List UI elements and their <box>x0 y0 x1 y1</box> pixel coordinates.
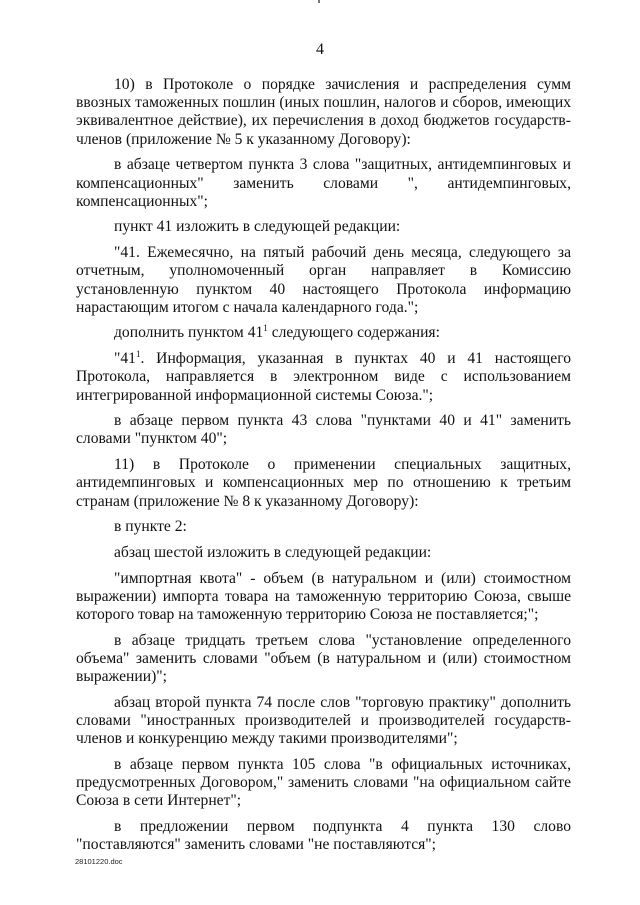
paragraph: в пункте 2: <box>114 518 187 536</box>
paragraph: в абзаце первом пункта 43 слова "пунктами 40 и 41" заменить словами "пунктом 40"; <box>76 412 571 448</box>
text-run: "41 <box>114 350 136 368</box>
paragraph: в абзаце четвертом пункта 3 слова "защитных, антидемпинговых и компенсационных" заменить словами ", антидемпинговых, компенсационных"; <box>76 156 571 210</box>
paragraph: абзац второй пункта 74 после слов "торговую практику" дополнить словами "иностранных производителей и производителей государств-членов и конкуренцию между такими производителями"; <box>76 693 571 748</box>
text-run: дополнить пунктом 41 <box>114 324 264 342</box>
paragraph: в предложении первом подпункта 4 пункта 130 слово "поставляются" заменить словами "не поставляются"; <box>76 818 571 854</box>
paragraph-item-10: 10) в Протоколе о порядке зачисления и распределения сумм ввозных таможенных пошлин (иных пошлин, налогов и сборов, имеющих эквивалентное действие), их перечисления в доход бюджетов государств-членов (приложение № 5 к указанному Договору): <box>76 76 571 148</box>
scan-mark <box>318 0 320 3</box>
paragraph-quote-import-quota: "импортная квота" - объем (в натуральном и (или) стоимостном выражении) импорта товара на таможенную территорию Союза, свыше которого товар на таможенную территорию Союза не поставляется;"; <box>76 569 571 624</box>
paragraph: в абзаце первом пункта 105 слова "в официальных источниках, предусмотренных Договором," заменить словами "на официальном сайте Союза в сети Интернет"; <box>76 756 571 810</box>
paragraph-quote-41-1 <box>76 350 571 405</box>
text-run: следующего содержания: <box>267 324 440 342</box>
page-number: 4 <box>316 41 324 58</box>
document-body <box>76 76 571 862</box>
paragraph-item-11: 11) в Протоколе о применении специальных защитных, антидемпинговых и компенсационных мер по отношению к третьим странам (приложение № 8 к указанному Договору): <box>76 456 571 510</box>
paragraph-quote-41: "41. Ежемесячно, на пятый рабочий день месяца, следующего за отчетным, уполномоченный орган направляет в Комиссию установленную пунктом 40 настоящего Протокола информацию нарастающим итогом с начала календарного года."; <box>76 244 571 316</box>
text-run: . Информация, указанная в пунктах 40 и 41 настоящего Протокола, направляется в электронном виде с использованием интегрированной информационной системы Союза."; <box>76 350 571 404</box>
paragraph: абзац шестой изложить в следующей редакции: <box>114 543 432 561</box>
paragraph <box>76 324 571 342</box>
footer-filename: 28101220.doc <box>75 857 123 866</box>
superscript: 1 <box>135 349 141 360</box>
paragraph: в абзаце тридцать третьем слова "установление определенного объема" заменить словами "объем (в натуральном и (или) стоимостном выражении)"; <box>76 631 571 686</box>
paragraph: пункт 41 изложить в следующей редакции: <box>114 218 401 236</box>
superscript: 1 <box>263 323 268 334</box>
